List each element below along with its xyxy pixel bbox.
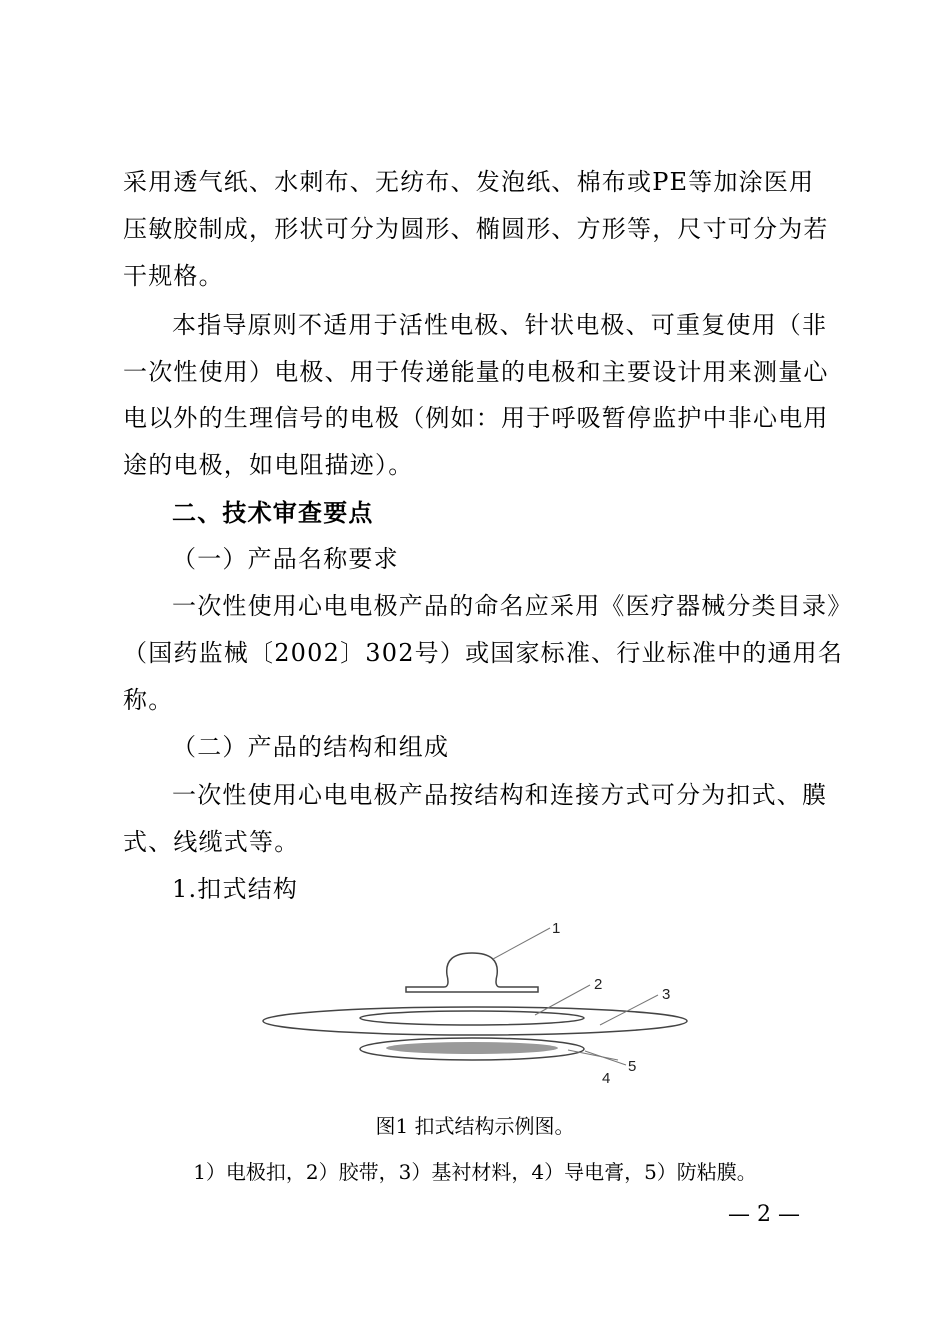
paragraph-line: 称。 <box>123 686 174 714</box>
paragraph-line: 采用透气纸、水刺布、无纺布、发泡纸、棉布或PE等加涂医用 <box>123 168 815 196</box>
callout-label: 1 <box>552 920 561 937</box>
callout-label: 4 <box>602 1070 611 1087</box>
paragraph-line: 一次性使用心电电极产品的命名应采用《医疗器械分类目录》 <box>172 592 853 620</box>
page-number: — 2 — <box>728 1202 800 1227</box>
subsection-heading: （二）产品的结构和组成 <box>172 733 450 761</box>
callout-label: 5 <box>628 1058 637 1075</box>
electrode-snap-shape <box>406 953 538 992</box>
paragraph-line: 一次性使用）电极、用于传递能量的电极和主要设计用来测量心 <box>123 358 829 386</box>
callout-label: 2 <box>594 976 603 993</box>
paragraph-line: 干规格。 <box>123 262 224 290</box>
paragraph-line: 一次性使用心电电极产品按结构和连接方式可分为扣式、膜 <box>172 781 828 809</box>
figure-caption: 图1 扣式结构示例图。 <box>375 1114 575 1138</box>
sub-subsection-heading: 1.扣式结构 <box>172 875 299 903</box>
paragraph-line: 压敏胶制成，形状可分为圆形、椭圆形、方形等，尺寸可分为若 <box>123 215 829 243</box>
tape-shape <box>360 1011 584 1025</box>
paragraph-line: （国药监械〔2002〕302号）或国家标准、行业标准中的通用名 <box>123 639 844 667</box>
paragraph-line: 式、线缆式等。 <box>123 828 300 856</box>
section-heading: 二、技术审查要点 <box>172 499 374 527</box>
subsection-heading: （一）产品名称要求 <box>172 545 399 573</box>
callout-label: 3 <box>662 986 671 1003</box>
paragraph-line: 途的电极，如电阻描迹）。 <box>123 451 414 479</box>
conductive-gel-shape <box>386 1042 558 1054</box>
paragraph-line: 电以外的生理信号的电极（例如：用于呼吸暂停监护中非心电用 <box>123 404 829 432</box>
snap-electrode-diagram <box>250 915 700 1090</box>
figure-legend: 1）电极扣，2）胶带，3）基衬材料，4）导电膏，5）防粘膜。 <box>193 1160 757 1184</box>
paragraph-line: 本指导原则不适用于活性电极、针状电极、可重复使用（非 <box>172 311 828 339</box>
